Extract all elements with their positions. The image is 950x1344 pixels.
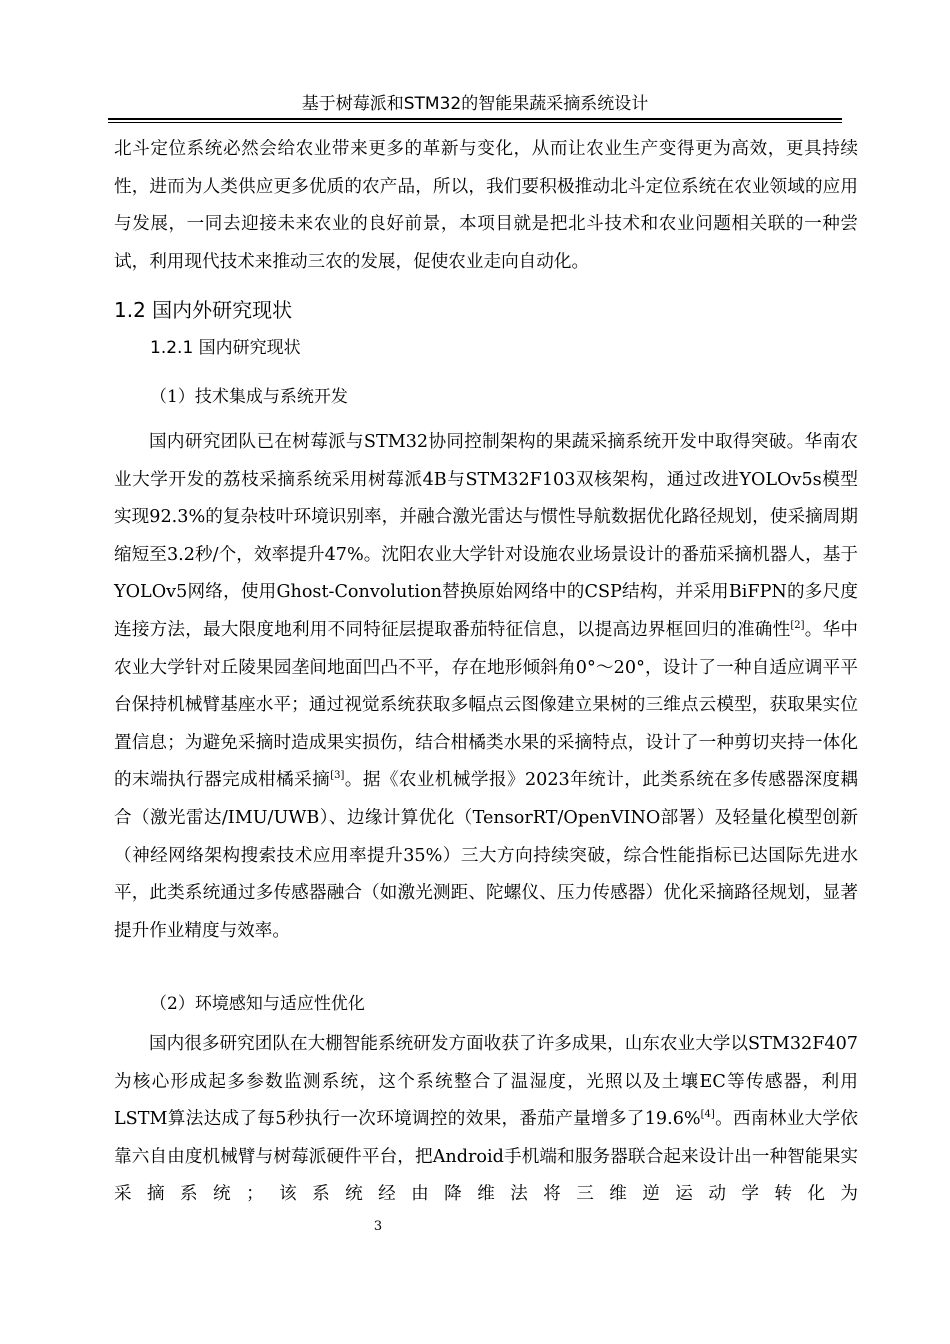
subsection-heading: 1.2.1 国内研究现状	[150, 338, 301, 358]
part1-text-a: 国内研究团队已在树莓派与STM32协同控制架构的果蔬采摘系统开发中取得突破。华南农业大学开发的荔枝采摘系统采用树莓派4B与STM32F103双核架构，通过改进YOLOv5s模型实现92.3%的复杂枝叶环境识别率，并融合激光雷达与惯性导航数据优化路径规划，使采摘周期缩短至3.2秒/个，效率提升47%。沈阳农业大学针对设施农业场景设计的番茄采摘机器人，基于YOLOv5网络，使用Ghost-Convolution替换原始网络中的CSP结构，并采用BiFPN的多尺度连接方法，最大限度地利用不同特征层提取番茄特征信息，以提高边界框回归的准确性	[114, 432, 858, 640]
page-number: 3	[373, 1219, 383, 1234]
section-heading: 1.2 国内外研究现状	[114, 298, 293, 322]
part1-text-b: 。华中农业大学针对丘陵果园垄间地面凹凸不平，存在地形倾斜角0°～20°，设计了一种自适应调平平台保持机械臂基座水平；通过视觉系统获取多幅点云图像建立果树的三维点云模型，获取果实位置信息；为避免采摘时造成果实损伤，结合柑橘类水果的采摘特点，设计了一种剪切夹持一体化的末端执行器完成柑橘采摘	[114, 619, 858, 791]
part2-title: （2）环境感知与适应性优化	[150, 994, 365, 1014]
part1-paragraph	[114, 424, 858, 950]
header-rule-thin	[108, 122, 842, 123]
part1-title: （1）技术集成与系统开发	[150, 387, 348, 407]
part2-text-a: 国内很多研究团队在大棚智能系统研发方面收获了许多成果，山东农业大学以STM32F407为核心形成起多参数监测系统，这个系统整合了温湿度，光照以及土壤EC等传感器，利用LSTM算法达成了每5秒执行一次环境调控的效果，番茄产量增多了19.6%	[114, 1034, 858, 1130]
header-rule-thick	[108, 118, 842, 120]
running-header-title: 基于树莓派和STM32的智能果蔬采摘系统设计	[301, 94, 649, 114]
part2-paragraph	[114, 1026, 858, 1214]
part2-text-b: 。西南林业大学依靠六自由度机械臂与树莓派硬件平台，把Android手机端和服务器联合起来设计出一种智能果实采摘系统；该系统经由降维法将三维逆运动学转化为	[114, 1109, 858, 1205]
intro-paragraph: 北斗定位系统必然会给农业带来更多的革新与变化，从而让农业生产变得更为高效，更具持续性，进而为人类供应更多优质的农产品，所以，我们要积极推动北斗定位系统在农业领域的应用与发展，一同去迎接未来农业的良好前景，本项目就是把北斗技术和农业问题相关联的一种尝试，利用现代技术来推动三农的发展，促使农业走向自动化。	[114, 139, 858, 272]
citation-ref: [2]	[790, 620, 805, 632]
citation-ref: [4]	[700, 1109, 715, 1121]
citation-ref: [3]	[330, 770, 345, 782]
part1-text-c: 。据《农业机械学报》2023年统计，此类系统在多传感器深度耦合（激光雷达/IMU/UWB）、边缘计算优化（TensorRT/OpenVINO部署）及轻量化模型创新（神经网络架构搜索技术应用率提升35%）三大方向持续突破，综合性能指标已达国际先进水平，此类系统通过多传感器融合（如激光测距、陀螺仪、压力传感器）优化采摘路径规划，显著提升作业精度与效率。	[114, 770, 858, 941]
